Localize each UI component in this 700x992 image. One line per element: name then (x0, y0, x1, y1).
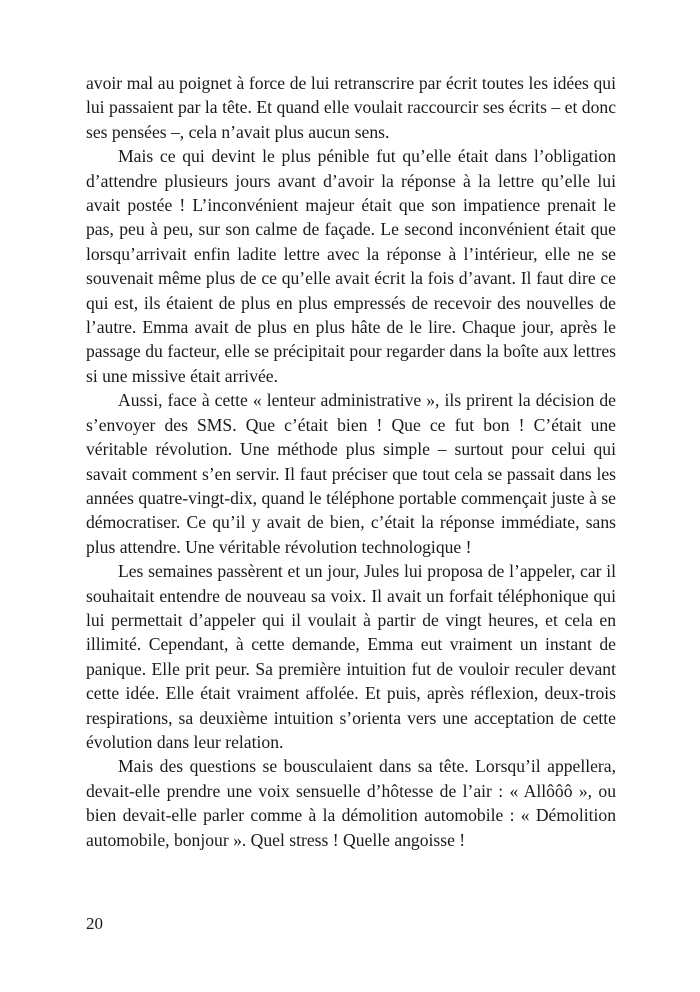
paragraph-phone-call: Les semaines passèrent et un jour, Jules lui proposa de l’appeler, car il souhaitait entendre de nouveau sa voix. Il avait un forfait téléphonique qui lui permettait d’appeler qui il voulait à partir de vingt heures, et cela en illimité. Cependant, à cette demande, Emma eut vraiment un instant de panique. Elle prit peur. Sa première intuition fut de vouloir reculer devant cette idée. Elle était vraiment affolée. Et puis, après réflexion, deux-trois respirations, sa deuxième intuition s’orienta vers une acceptation de cette évolution dans leur relation. (86, 561, 616, 752)
page-number: 20 (86, 914, 103, 933)
page-body (86, 71, 616, 852)
paragraph-continuation: avoir mal au poignet à force de lui retranscrire par écrit toutes les idées qui lui passaient par la tête. Et quand elle voulait raccourcir ses écrits – et donc ses pensées –, cela n’avait plus aucun sens. (86, 73, 616, 142)
paragraph-letters: Mais ce qui devint le plus pénible fut qu’elle était dans l’obligation d’attendre plusieurs jours avant d’avoir la réponse à la lettre qu’elle lui avait postée ! L’inconvénient majeur était que son impatience prenait le pas, peu à peu, sur son calme de façade. Le second inconvénient était que lorsqu’arrivait enfin ladite lettre avec la réponse à l’intérieur, elle ne se souvenait même plus de ce qu’elle avait écrit la fois d’avant. Il faut dire ce qui est, ils étaient de plus en plus empressés de recevoir des nouvelles de l’autre. Emma avait de plus en plus hâte de le lire. Chaque jour, après le passage du facteur, elle se précipitait pour regarder dans la boîte aux lettres si une missive était arrivée. (86, 146, 616, 386)
paragraph-sms: Aussi, face à cette « lenteur administrative », ils prirent la décision de s’envoyer des SMS. Que c’était bien ! Que ce fut bon ! C’était une véritable révolution. Une méthode plus simple – surtout pour celui qui savait comment s’en servir. Il faut préciser que tout cela se passait dans les années quatre-vingt-dix, quand le téléphone portable commençait juste à se démocratiser. Ce qu’il y avait de bien, c’était la réponse immédiate, sans plus attendre. Une véritable révolution technologique ! (86, 390, 616, 557)
paragraph-questions: Mais des questions se bousculaient dans sa tête. Lorsqu’il appellera, devait-elle prendre une voix sensuelle d’hôtesse de l’air : « Allôôô », ou bien devait-elle parler comme à la démolition automobile : « Démolition automobile, bonjour ». Quel stress ! Quelle angoisse ! (86, 756, 616, 850)
